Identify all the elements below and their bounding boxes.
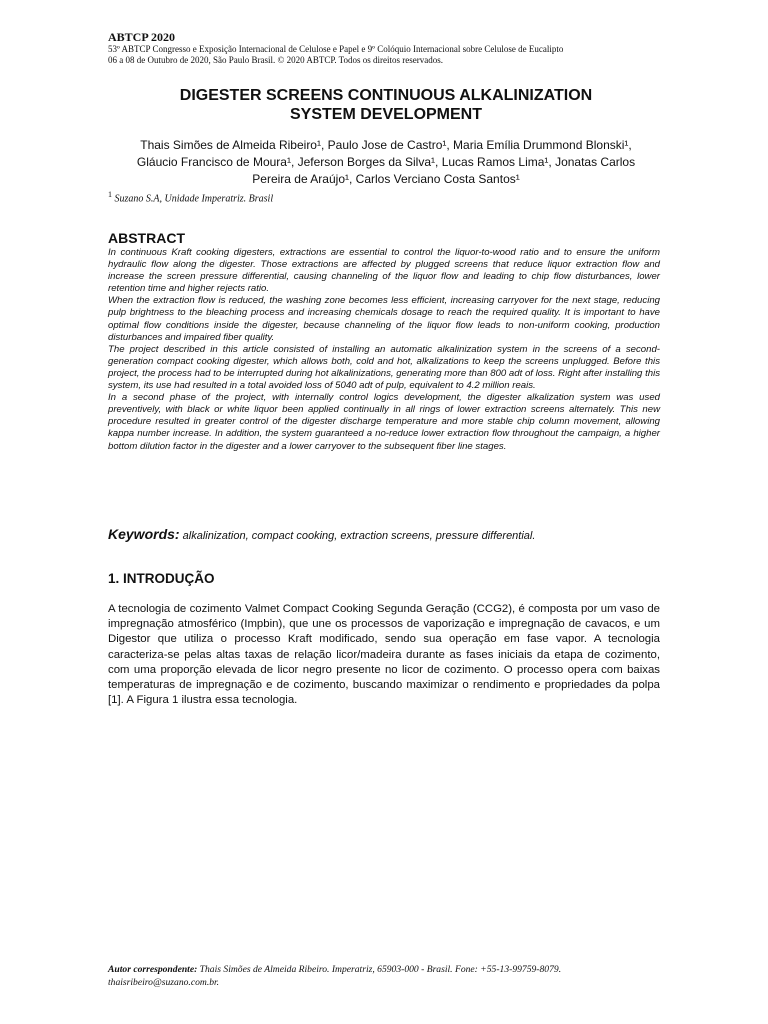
keywords-text: alkalinization, compact cooking, extraction screens, pressure differential. (179, 530, 536, 542)
footer-text: Thais Simões de Almeida Ribeiro. Imperatriz, 65903-000 - Brasil. Fone: +55-13-99759-8079. thaisribeiro@suzano.com.br. (108, 964, 562, 988)
abstract-body (108, 247, 660, 453)
author-line: Gláucio Francisco de Moura¹, Jeferson Borges da Silva¹, Lucas Ramos Lima¹, Jonatas Carlos (136, 155, 636, 169)
conference-header (108, 30, 668, 66)
author-line: Thais Simões de Almeida Ribeiro¹, Paulo Jose de Castro¹, Maria Emília Drummond Blonski¹, (140, 138, 632, 152)
conference-date-copyright: 06 a 08 de Outubro de 2020, São Paulo Brasil. © 2020 ABTCP. Todos os direitos reservados. (108, 55, 444, 65)
author-list (108, 137, 664, 188)
keywords-label: Keywords: (108, 526, 180, 542)
corresponding-author-footer (108, 964, 664, 989)
section-heading: 1. INTRODUÇÃO (108, 571, 215, 586)
abstract-paragraph: In continuous Kraft cooking digesters, extractions are essential to control the liquor-to-wood ratio and to ensure the uniform hydraulic flow along the digester. Those extractions are affected by plugged screens that reduce liquor extraction flow and increase the screen pressure differential, causing channeling of the liquor flow and leading to chip flow disturbances, lower retention time and higher rejects ratio. (108, 247, 660, 295)
author-line: Pereira de Araújo¹, Carlos Verciano Costa Santos¹ (252, 172, 520, 186)
section-paragraph: A tecnologia de cozimento Valmet Compact Cooking Segunda Geração (CCG2), é composta por um vaso de impregnação atmosférico (Impbin), que une os processos de vaporização e impregnação de cavacos, e um Digestor que utiliza o processo Kraft modificado, sendo sua operação em fase vapor. A tecnologia caracteriza-se pelas altas taxas de relação licor/madeira durante as fases iniciais da etapa de cozimento, com uma proporção elevada de licor negro presente no licor de cozimento. O processo opera com baixas temperaturas de impregnação e de cozimento, buscando maximizar o rendimento e propriedades da polpa [1]. A Figura 1 ilustra essa tecnologia. (108, 603, 660, 707)
conference-title: ABTCP 2020 (108, 30, 176, 44)
paper-title (108, 86, 664, 124)
abstract-heading: ABSTRACT (108, 230, 185, 246)
abstract-paragraph: When the extraction flow is reduced, the washing zone becomes less efficient, increasing carryover for the next stage, reducing pulp brightness to the bleaching process and increasing chemicals dosage to reach the required quality. It is important to have optimal flow conditions inside the digester, because channeling of the liquor flow leads to non-uniform cooking, production disturbances and impaired fiber quality. (108, 295, 660, 343)
affiliation (108, 189, 664, 205)
footer-label: Autor correspondente: (108, 964, 198, 975)
paper-title-line: SYSTEM DEVELOPMENT (289, 106, 483, 123)
conference-subtitle: 53º ABTCP Congresso e Exposição Internacional de Celulose e Papel e 9º Colóquio Internacional sobre Celulose de Eucalipto (108, 44, 564, 54)
keywords (108, 526, 664, 544)
paper-title-line: DIGESTER SCREENS CONTINUOUS ALKALINIZATION (179, 87, 593, 104)
affiliation-marker: 1 (108, 190, 112, 199)
affiliation-text: Suzano S.A, Unidade Imperatriz. Brasil (114, 193, 274, 205)
abstract-paragraph: The project described in this article consisted of installing an automatic alkalinization system in the screens of a second-generation compact cooking digester, which allows both, cold and hot, alkalizations to keep the screens unplugged. Before this project, the process had to be interrupted during hot alkalinizations, generating more than 800 adt of loss. Right after installing this system, its use had resulted in a total avoided loss of 5040 adt of pulp, equivalent to 4.2 million reais. (108, 343, 660, 392)
section-body (108, 602, 660, 708)
abstract-paragraph: In a second phase of the project, with internally control logics development, the digester alkalization system was used preventively, with black or white liquor been applied continually in all rings of lower extraction screens alternately. This new procedure resulted in greater control of the digester discharge temperature and more stable chip column movement, allowing kappa number increase. In addition, the system guaranteed a no-reduce lower extraction flow throughout the campaign, a higher bottom dilution factor in the digester and a lower carryover to the subsequent fiber line stages. (108, 392, 660, 452)
